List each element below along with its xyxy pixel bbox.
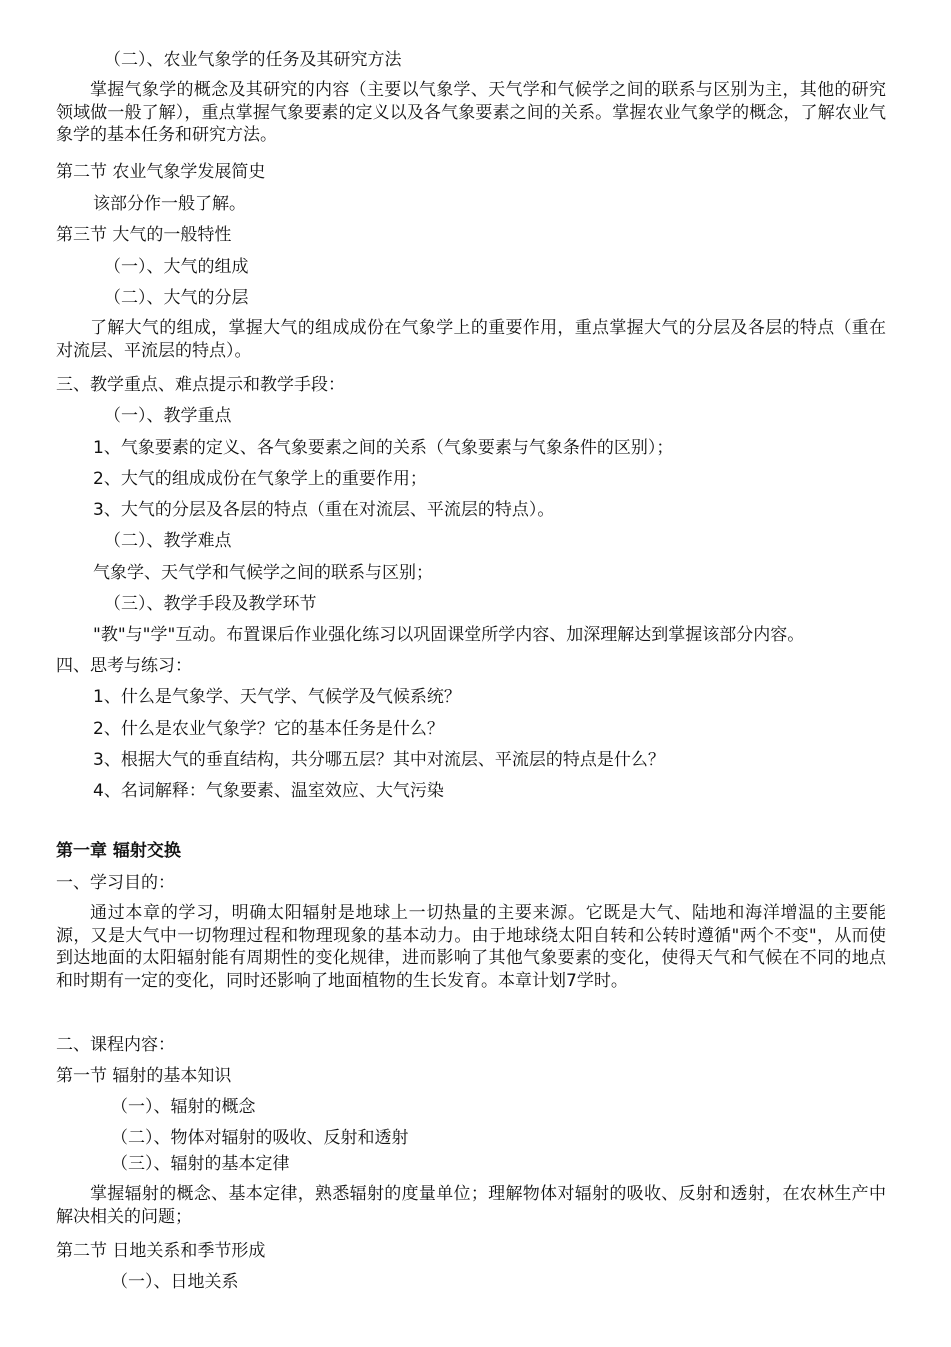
section-heading: 第二节 日地关系和季节形成	[56, 1241, 266, 1261]
list-item: 3、大气的分层及各层的特点（重在对流层、平流层的特点）。	[93, 500, 555, 520]
subsection-heading: （二）、大气的分层	[104, 288, 249, 308]
list-item: 1、什么是气象学、天气学、气候学及气候系统？	[93, 687, 461, 707]
subsection-heading: （一）、日地关系	[111, 1272, 239, 1292]
list-item: 3、根据大气的垂直结构，共分哪五层？其中对流层、平流层的特点是什么？	[93, 750, 665, 770]
subsection-heading: （二）、农业气象学的任务及其研究方法	[104, 50, 402, 70]
section-heading: 三、教学重点、难点提示和教学手段：	[56, 375, 345, 395]
subsection-heading: （三）、教学手段及教学环节	[104, 594, 317, 614]
paragraph: 掌握气象学的概念及其研究的内容（主要以气象学、天气学和气候学之间的联系与区别为主，其他的研究领域做一般了解），重点掌握气象要素的定义以及各气象要素之间的关系。掌握农业气象学的概念，了解农业气象学的基本任务和研究方法。	[56, 80, 886, 145]
section-heading: 一、学习目的：	[56, 873, 175, 893]
list-item: 2、什么是农业气象学？它的基本任务是什么？	[93, 719, 444, 739]
subsection-heading: （二）、物体对辐射的吸收、反射和透射	[111, 1128, 409, 1148]
text-line: "教"与"学"互动。布置课后作业强化练习以巩固课堂所学内容、加深理解达到掌握该部分内容。	[93, 625, 805, 645]
text-line: 气象学、天气学和气候学之间的联系与区别；	[93, 563, 433, 583]
subsection-heading: （三）、辐射的基本定律	[111, 1154, 290, 1174]
subsection-heading: （一）、辐射的概念	[111, 1097, 256, 1117]
section-heading: 四、思考与练习：	[56, 656, 192, 676]
text-line: 该部分作一般了解。	[93, 194, 246, 214]
section-heading: 第三节 大气的一般特性	[56, 225, 232, 245]
paragraph: 掌握辐射的概念、基本定律，熟悉辐射的度量单位；理解物体对辐射的吸收、反射和透射，在农林生产中解决相关的问题；	[56, 1184, 886, 1227]
chapter-title: 第一章 辐射交换	[56, 841, 181, 861]
paragraph: 了解大气的组成，掌握大气的组成成份在气象学上的重要作用，重点掌握大气的分层及各层的特点（重在对流层、平流层的特点）。	[56, 318, 886, 361]
section-heading: 第一节 辐射的基本知识	[56, 1066, 232, 1086]
subsection-heading: （一）、教学重点	[104, 406, 232, 426]
subsection-heading: （二）、教学难点	[104, 531, 232, 551]
section-heading: 第二节 农业气象学发展简史	[56, 162, 266, 182]
list-item: 1、气象要素的定义、各气象要素之间的关系（气象要素与气象条件的区别）；	[93, 438, 674, 458]
subsection-heading: （一）、大气的组成	[104, 257, 249, 277]
paragraph: 通过本章的学习，明确太阳辐射是地球上一切热量的主要来源。它既是大气、陆地和海洋增温的主要能源，又是大气中一切物理过程和物理现象的基本动力。由于地球绕太阳自转和公转时遵循"两个不变"，从而使到达地面的太阳辐射能有周期性的变化规律，进而影响了其他气象要素的变化，使得天气和气候在不同的地点和时期有一定的变化，同时还影响了地面植物的生长发育。本章计划7学时。	[56, 903, 886, 991]
list-item: 2、大气的组成成份在气象学上的重要作用；	[93, 469, 427, 489]
list-item: 4、名词解释：气象要素、温室效应、大气污染	[93, 781, 444, 801]
section-heading: 二、课程内容：	[56, 1035, 175, 1055]
